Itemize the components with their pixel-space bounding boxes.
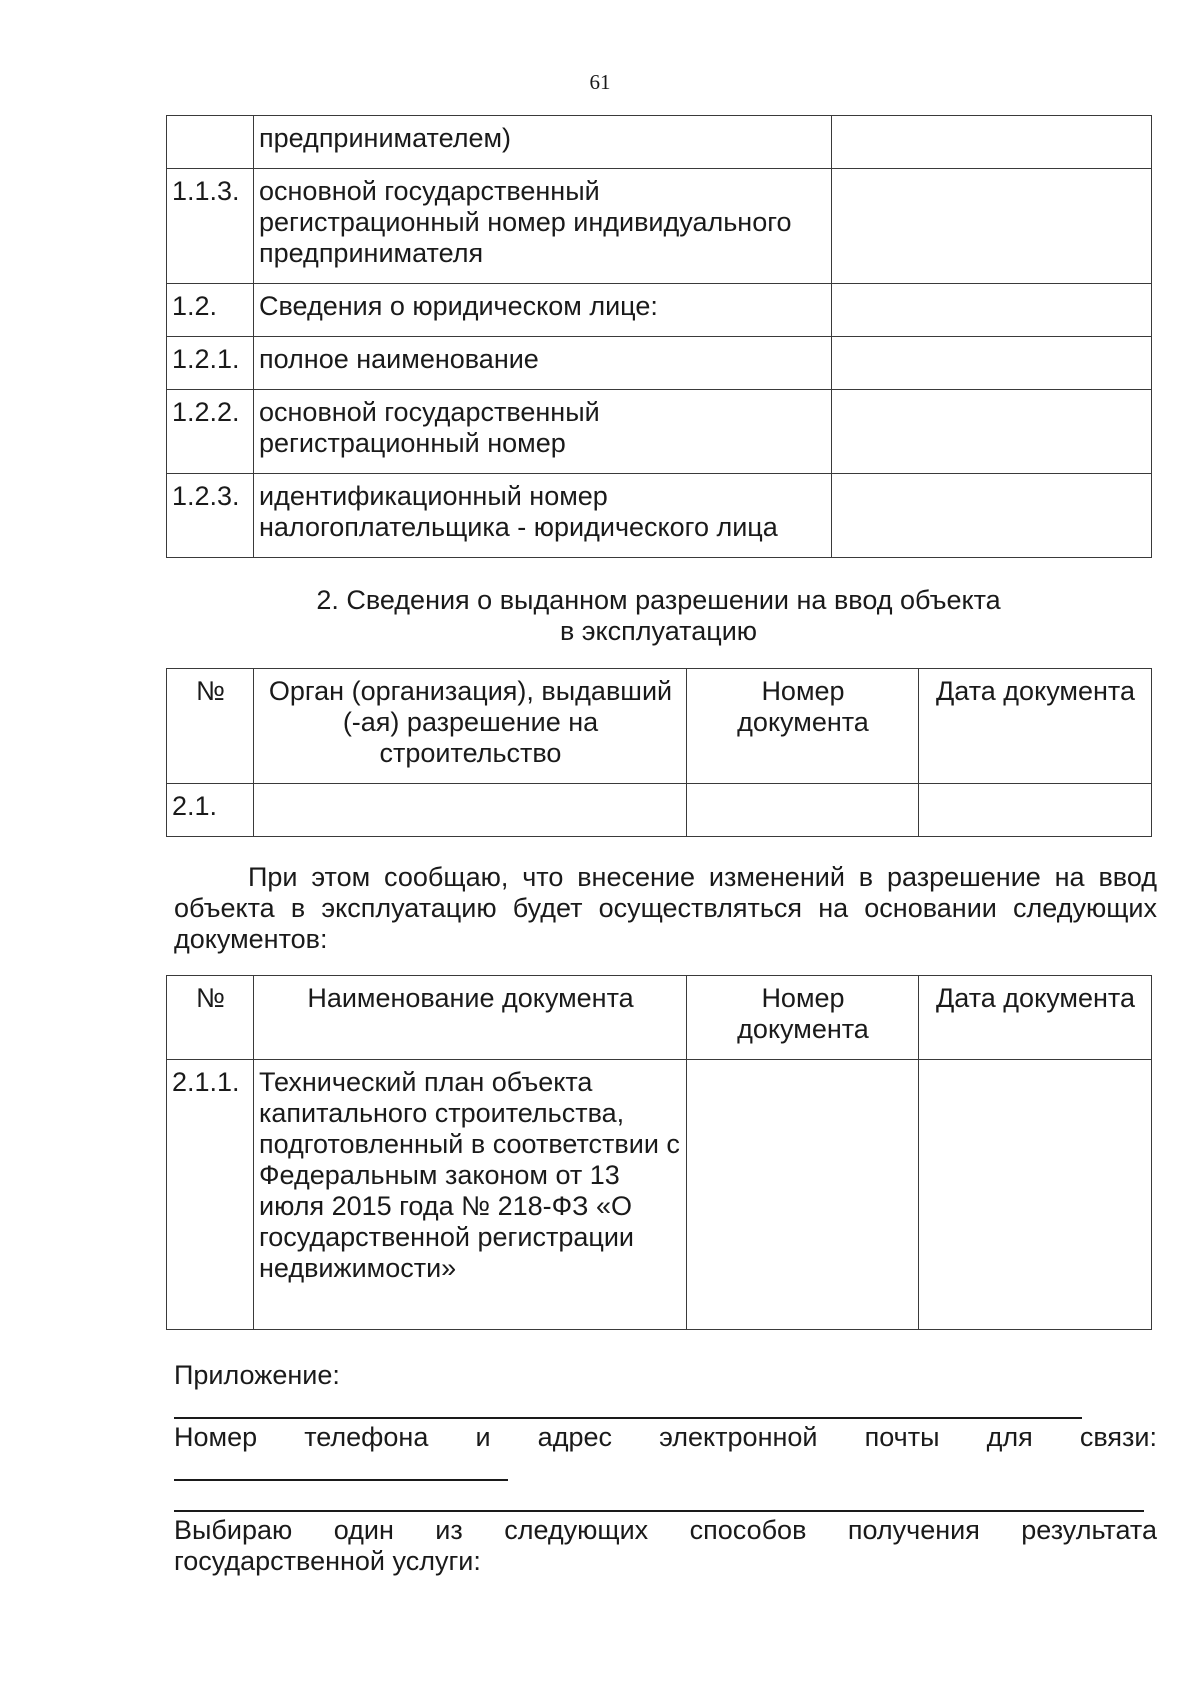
row-number: 1.2.2. — [167, 390, 254, 474]
row-number: 2.1. — [167, 784, 254, 837]
heading-line: в эксплуатацию — [559, 616, 758, 646]
column-header: Орган (организация), выдавший (-ая) разрешение на строительство — [254, 669, 687, 784]
table-header-row — [167, 976, 1152, 1060]
contact-label: Номер телефона и адрес электронной почты для связи: — [174, 1422, 1157, 1452]
row-label: основной государственный регистрационный номер индивидуального предпринимателя — [254, 169, 832, 284]
contact-underline — [174, 1479, 508, 1481]
row-value-cell — [832, 169, 1152, 284]
date-cell — [919, 1060, 1152, 1330]
row-number: 1.2. — [167, 284, 254, 337]
row-label: предпринимателем) — [254, 116, 832, 169]
table-row — [167, 474, 1152, 558]
row-number: 1.2.1. — [167, 337, 254, 390]
row-value-cell — [832, 474, 1152, 558]
row-number — [167, 116, 254, 169]
row-number: 2.1.1. — [167, 1060, 254, 1330]
result-method-text: Выбираю один из следующих способов получения результата государственной услуги: — [174, 1515, 1157, 1576]
table-row — [167, 169, 1152, 284]
document-name-cell: Технический план объекта капитального строительства, подготовленный в соответствии с Федеральным законом от 13 июля 2015 года № 218-ФЗ «О государственной регистрации недвижимости» — [254, 1060, 687, 1330]
page-number: 61 — [589, 70, 611, 94]
applicant-info-table — [166, 115, 1152, 558]
table-row — [167, 284, 1152, 337]
column-header: Дата документа — [919, 976, 1152, 1060]
table-row — [167, 1060, 1152, 1330]
attachment-underline — [174, 1417, 1082, 1419]
documents-table — [166, 975, 1152, 1330]
row-value-cell — [832, 337, 1152, 390]
table-row — [167, 116, 1152, 169]
row-value-cell — [832, 390, 1152, 474]
section-2-heading — [166, 585, 1151, 647]
column-header: Номер документа — [687, 669, 919, 784]
column-header: № — [167, 669, 254, 784]
row-label: полное наименование — [254, 337, 832, 390]
divider-line — [174, 1510, 1144, 1512]
row-label: основной государственный регистрационный номер — [254, 390, 832, 474]
column-header: Номер документа — [687, 976, 919, 1060]
table-row — [167, 390, 1152, 474]
number-cell — [687, 1060, 919, 1330]
column-header: Наименование документа — [254, 976, 687, 1060]
heading-line: 2. Сведения о выданном разрешении на ввод объекта — [316, 585, 1001, 615]
attachment-label: Приложение: — [174, 1360, 340, 1390]
column-header: Дата документа — [919, 669, 1152, 784]
changes-basis-paragraph: При этом сообщаю, что внесение изменений в разрешение на ввод объекта в эксплуатацию будет осуществляться на основании следующих документов: — [174, 862, 1157, 954]
row-number: 1.2.3. — [167, 474, 254, 558]
row-value-cell — [832, 284, 1152, 337]
organ-cell — [254, 784, 687, 837]
row-label: Сведения о юридическом лице: — [254, 284, 832, 337]
date-cell — [919, 784, 1152, 837]
row-label: идентификационный номер налогоплательщика - юридического лица — [254, 474, 832, 558]
table-header-row — [167, 669, 1152, 784]
permit-info-table — [166, 668, 1152, 837]
row-number: 1.1.3. — [167, 169, 254, 284]
table-row — [167, 337, 1152, 390]
table-row — [167, 784, 1152, 837]
number-cell — [687, 784, 919, 837]
column-header: № — [167, 976, 254, 1060]
row-value-cell — [832, 116, 1152, 169]
